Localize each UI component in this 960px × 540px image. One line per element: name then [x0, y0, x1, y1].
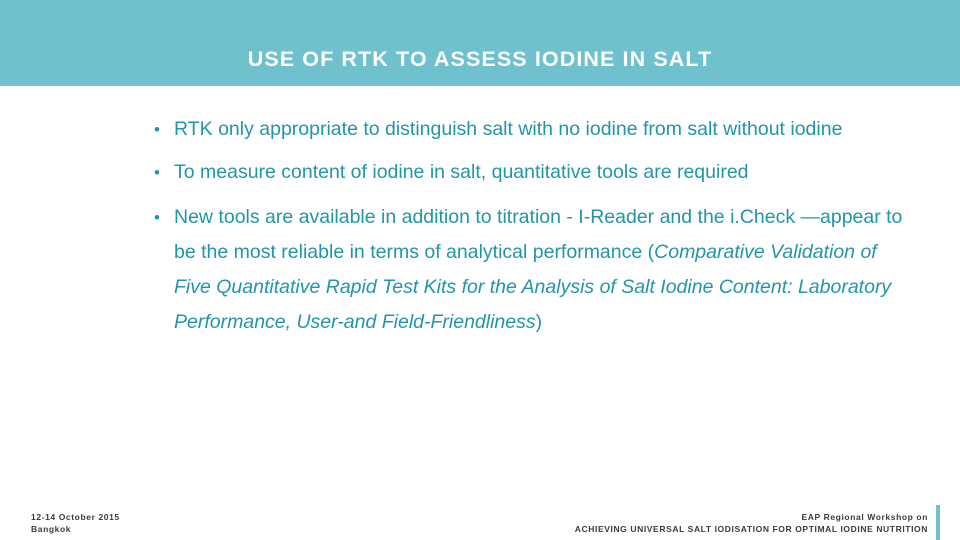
footer-accent-bar [936, 505, 940, 540]
footer-left [31, 511, 120, 535]
bullet-glyph-icon: • [154, 208, 160, 227]
footer-city: Bangkok [31, 524, 72, 534]
bullet-glyph-icon: • [154, 163, 160, 182]
footer-right [575, 511, 928, 535]
bullet-text: To measure content of iodine in salt, quantitative tools are required [174, 161, 749, 183]
footer-workshop-line-2: ACHIEVING UNIVERSAL SALT IODISATION FOR OPTIMAL IODINE NUTRITION [574, 524, 928, 534]
bullet-item [148, 200, 918, 340]
bullet-item [148, 112, 918, 147]
bullet-text: RTK only appropriate to distinguish salt with no iodine from salt without iodine [174, 118, 843, 140]
bullet-text: New tools are available in addition to titration - I-Reader and the i.Check —appear to be the most reliable in terms of analytical performance ( [174, 206, 903, 263]
bullet-citation-title: Comparative Validation of Five Quantitative Rapid Test Kits for the Analysis of Salt Iodine Content: Laboratory Performance, User-and Field-Friendliness [174, 241, 892, 333]
bullet-text-tail: ) [535, 311, 543, 333]
footer-date: 12-14 October 2015 [31, 512, 120, 522]
footer-workshop-line-1: EAP Regional Workshop on [801, 512, 928, 522]
slide-title: USE OF RTK TO ASSESS IODINE IN SALT [247, 47, 713, 71]
bullet-item [148, 155, 918, 190]
slide-body [148, 112, 918, 340]
bullet-glyph-icon: • [154, 120, 160, 139]
